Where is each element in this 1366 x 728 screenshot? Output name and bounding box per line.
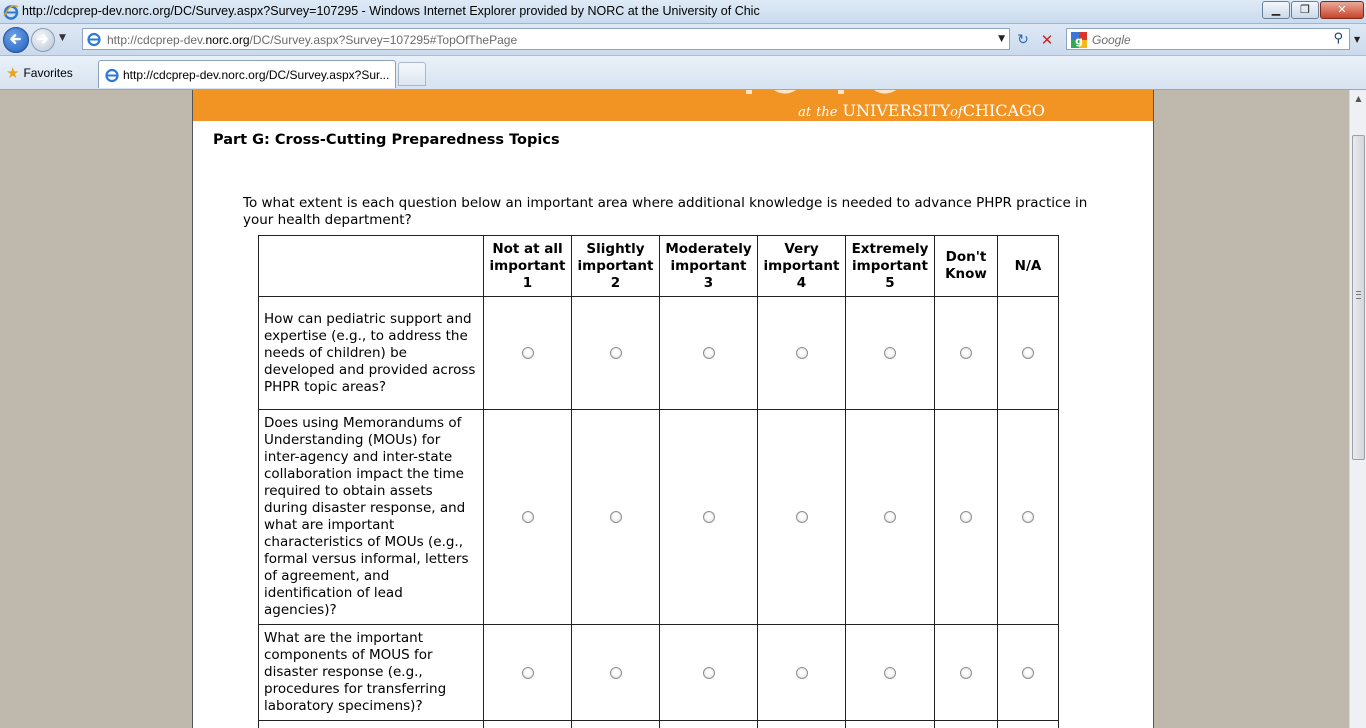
page-viewport: [0, 90, 1349, 728]
col5-line3: 5: [885, 274, 895, 291]
radio-na[interactable]: [1022, 347, 1034, 359]
rating-matrix: [258, 235, 1059, 728]
radio-moderately-important[interactable]: [703, 347, 715, 359]
tagline-chicago: CHICAGO: [962, 101, 1045, 120]
window-title: http://cdcprep-dev.norc.org/DC/Survey.aspx?Survey=107295 - Windows Internet Explorer provided by NORC at the University of Chic: [22, 4, 760, 18]
radio-cell: [484, 721, 572, 728]
radio-cell: [935, 721, 998, 728]
url-prefix: http://cdcprep-dev.: [107, 33, 206, 47]
row-question-text: How can pediatric support and expertise (e.g., to address the needs of children) be developed and provided across PHPR topic areas?: [259, 297, 484, 410]
radio-cell: [572, 410, 660, 625]
col3-line1: Moderately: [665, 240, 752, 257]
empty-header-cell: [259, 236, 484, 297]
forward-arrow-icon: [32, 29, 54, 51]
close-window-button[interactable]: ✕: [1320, 1, 1364, 19]
radio-moderately-important[interactable]: [703, 511, 715, 523]
radio-slightly-important[interactable]: [610, 347, 622, 359]
radio-cell: [846, 297, 935, 410]
svg-text:g: g: [1075, 34, 1083, 48]
favorites-star-icon: ★: [6, 64, 20, 82]
col1-line1: Not at all: [492, 240, 563, 257]
radio-cell: [758, 297, 846, 410]
tab-ie-icon: [104, 67, 120, 83]
radio-extremely-important[interactable]: [884, 667, 896, 679]
radio-cell: [935, 297, 998, 410]
radio-cell: [660, 297, 758, 410]
row-question-text: Does using Memorandums of Understanding (MOUs) for inter-agency and inter-state collaboration impact the time required to obtain assets during disaster response, and what are important characteristics of MOUs (e.g., formal versus informal, letters of agreement, and identification of lead agencies)?: [259, 410, 484, 625]
column-header-3: [660, 236, 758, 297]
col5-line2: important: [852, 257, 928, 274]
radio-cell: [484, 410, 572, 625]
col6-line1: Don't: [945, 249, 987, 265]
tagline-the: the: [816, 105, 838, 120]
radio-cell: [572, 297, 660, 410]
radio-very-important[interactable]: [796, 667, 808, 679]
col4-line3: 4: [796, 274, 807, 291]
tagline-of: of: [950, 105, 963, 120]
column-header-1: [484, 236, 572, 297]
radio-dont-know[interactable]: [960, 511, 972, 523]
table-row-partial: [259, 721, 1059, 728]
radio-cell: [660, 625, 758, 721]
radio-cell: [935, 625, 998, 721]
navigation-bar: [0, 24, 1366, 56]
radio-slightly-important[interactable]: [610, 511, 622, 523]
new-tab-button[interactable]: [398, 62, 426, 86]
back-button[interactable]: [3, 27, 29, 53]
tagline-university: UNIVERSITY: [842, 101, 951, 120]
radio-cell: [846, 625, 935, 721]
favorites-bar: [0, 56, 1366, 90]
minimize-button[interactable]: ▁: [1262, 1, 1290, 19]
scroll-up-arrow-icon[interactable]: ▲: [1355, 94, 1362, 103]
maximize-button[interactable]: ❐: [1291, 1, 1319, 19]
radio-cell: [660, 721, 758, 728]
address-bar[interactable]: [82, 28, 1010, 50]
row-question-text: What are the important components of MOUS for disaster response (e.g., procedures for transferring laboratory specimens)?: [259, 625, 484, 721]
norc-logo-partial: [741, 90, 921, 98]
radio-moderately-important[interactable]: [703, 667, 715, 679]
forward-button[interactable]: [31, 28, 55, 52]
table-row: [259, 410, 1059, 625]
url-domain: norc.org: [205, 33, 250, 47]
radio-na[interactable]: [1022, 511, 1034, 523]
row-question-text-cut: [259, 721, 484, 728]
radio-very-important[interactable]: [796, 511, 808, 523]
column-header-na: [998, 236, 1059, 297]
radio-very-important[interactable]: [796, 347, 808, 359]
part-title: Part G: Cross-Cutting Preparedness Topics: [213, 132, 560, 148]
radio-cell: [846, 410, 935, 625]
radio-not-at-all-important[interactable]: [522, 667, 534, 679]
col5-line1: Extremely: [851, 240, 929, 257]
address-dropdown-icon[interactable]: ▼: [998, 34, 1005, 44]
radio-cell: [758, 625, 846, 721]
column-header-dont-know: [935, 236, 998, 297]
radio-cell: [998, 625, 1059, 721]
search-placeholder: Google: [1092, 33, 1131, 47]
col3-line2: important: [670, 257, 747, 274]
radio-na[interactable]: [1022, 667, 1034, 679]
radio-cell: [484, 625, 572, 721]
browser-tab[interactable]: [98, 60, 396, 88]
radio-cell: [846, 721, 935, 728]
col1-line2: important: [489, 257, 566, 274]
table-row: [259, 297, 1059, 410]
vertical-scrollbar[interactable]: [1349, 90, 1366, 728]
radio-cell: [484, 297, 572, 410]
col3-line3: 3: [703, 274, 714, 291]
column-header-4: [758, 236, 846, 297]
col2-line2: important: [577, 257, 654, 274]
scrollbar-grip-icon: [1356, 291, 1361, 299]
radio-extremely-important[interactable]: [884, 511, 896, 523]
ie-logo-icon: [3, 4, 19, 20]
col4-line1: Very: [784, 240, 819, 257]
column-header-5: [846, 236, 935, 297]
search-icon[interactable]: ⚲: [1333, 31, 1343, 46]
radio-cell: [998, 297, 1059, 410]
radio-cell: [935, 410, 998, 625]
refresh-button[interactable]: ↻: [1017, 32, 1029, 48]
recent-pages-dropdown-icon[interactable]: ▼: [59, 33, 66, 43]
radio-slightly-important[interactable]: [610, 667, 622, 679]
col4-line2: important: [763, 257, 840, 274]
address-url[interactable]: [107, 33, 517, 47]
radio-extremely-important[interactable]: [884, 347, 896, 359]
url-path: /DC/Survey.aspx?Survey=107295#TopOfThePage: [249, 33, 518, 47]
radio-cell: [998, 721, 1059, 728]
tab-title: http://cdcprep-dev.norc.org/DC/Survey.aspx?Sur...: [123, 68, 390, 82]
window-title-bar: [0, 0, 1366, 24]
column-header-2: [572, 236, 660, 297]
radio-cell: [758, 721, 846, 728]
google-icon: [1071, 32, 1087, 48]
search-box[interactable]: [1066, 28, 1350, 50]
col2-line1: Slightly: [586, 240, 645, 257]
radio-cell: [572, 625, 660, 721]
tagline-at: at: [798, 105, 812, 120]
stop-button[interactable]: ✕: [1040, 31, 1054, 49]
radio-cell: [758, 410, 846, 625]
page-ie-icon: [86, 31, 102, 47]
radio-dont-know[interactable]: [960, 347, 972, 359]
radio-not-at-all-important[interactable]: [522, 511, 534, 523]
university-tagline: [798, 101, 1045, 120]
col2-line3: 2: [610, 274, 621, 291]
col1-line3: 1: [522, 274, 533, 291]
survey-page: [192, 90, 1154, 728]
back-arrow-icon: [4, 28, 28, 52]
table-row: [259, 625, 1059, 721]
radio-not-at-all-important[interactable]: [522, 347, 534, 359]
search-dropdown-icon[interactable]: ▼: [1354, 35, 1361, 44]
favorites-label: Favorites: [23, 66, 73, 80]
radio-cell: [998, 410, 1059, 625]
col6-line2: Know: [945, 266, 987, 282]
radio-cell: [660, 410, 758, 625]
favorites-button[interactable]: [6, 64, 73, 82]
col7-line1: N/A: [1014, 257, 1042, 274]
radio-cell: [572, 721, 660, 728]
radio-dont-know[interactable]: [960, 667, 972, 679]
scrollbar-thumb[interactable]: [1352, 135, 1365, 460]
question-prompt: To what extent is each question below an important area where additional knowledge is needed to advance PHPR practice in your health department?: [243, 195, 1088, 228]
norc-banner: [193, 90, 1153, 121]
